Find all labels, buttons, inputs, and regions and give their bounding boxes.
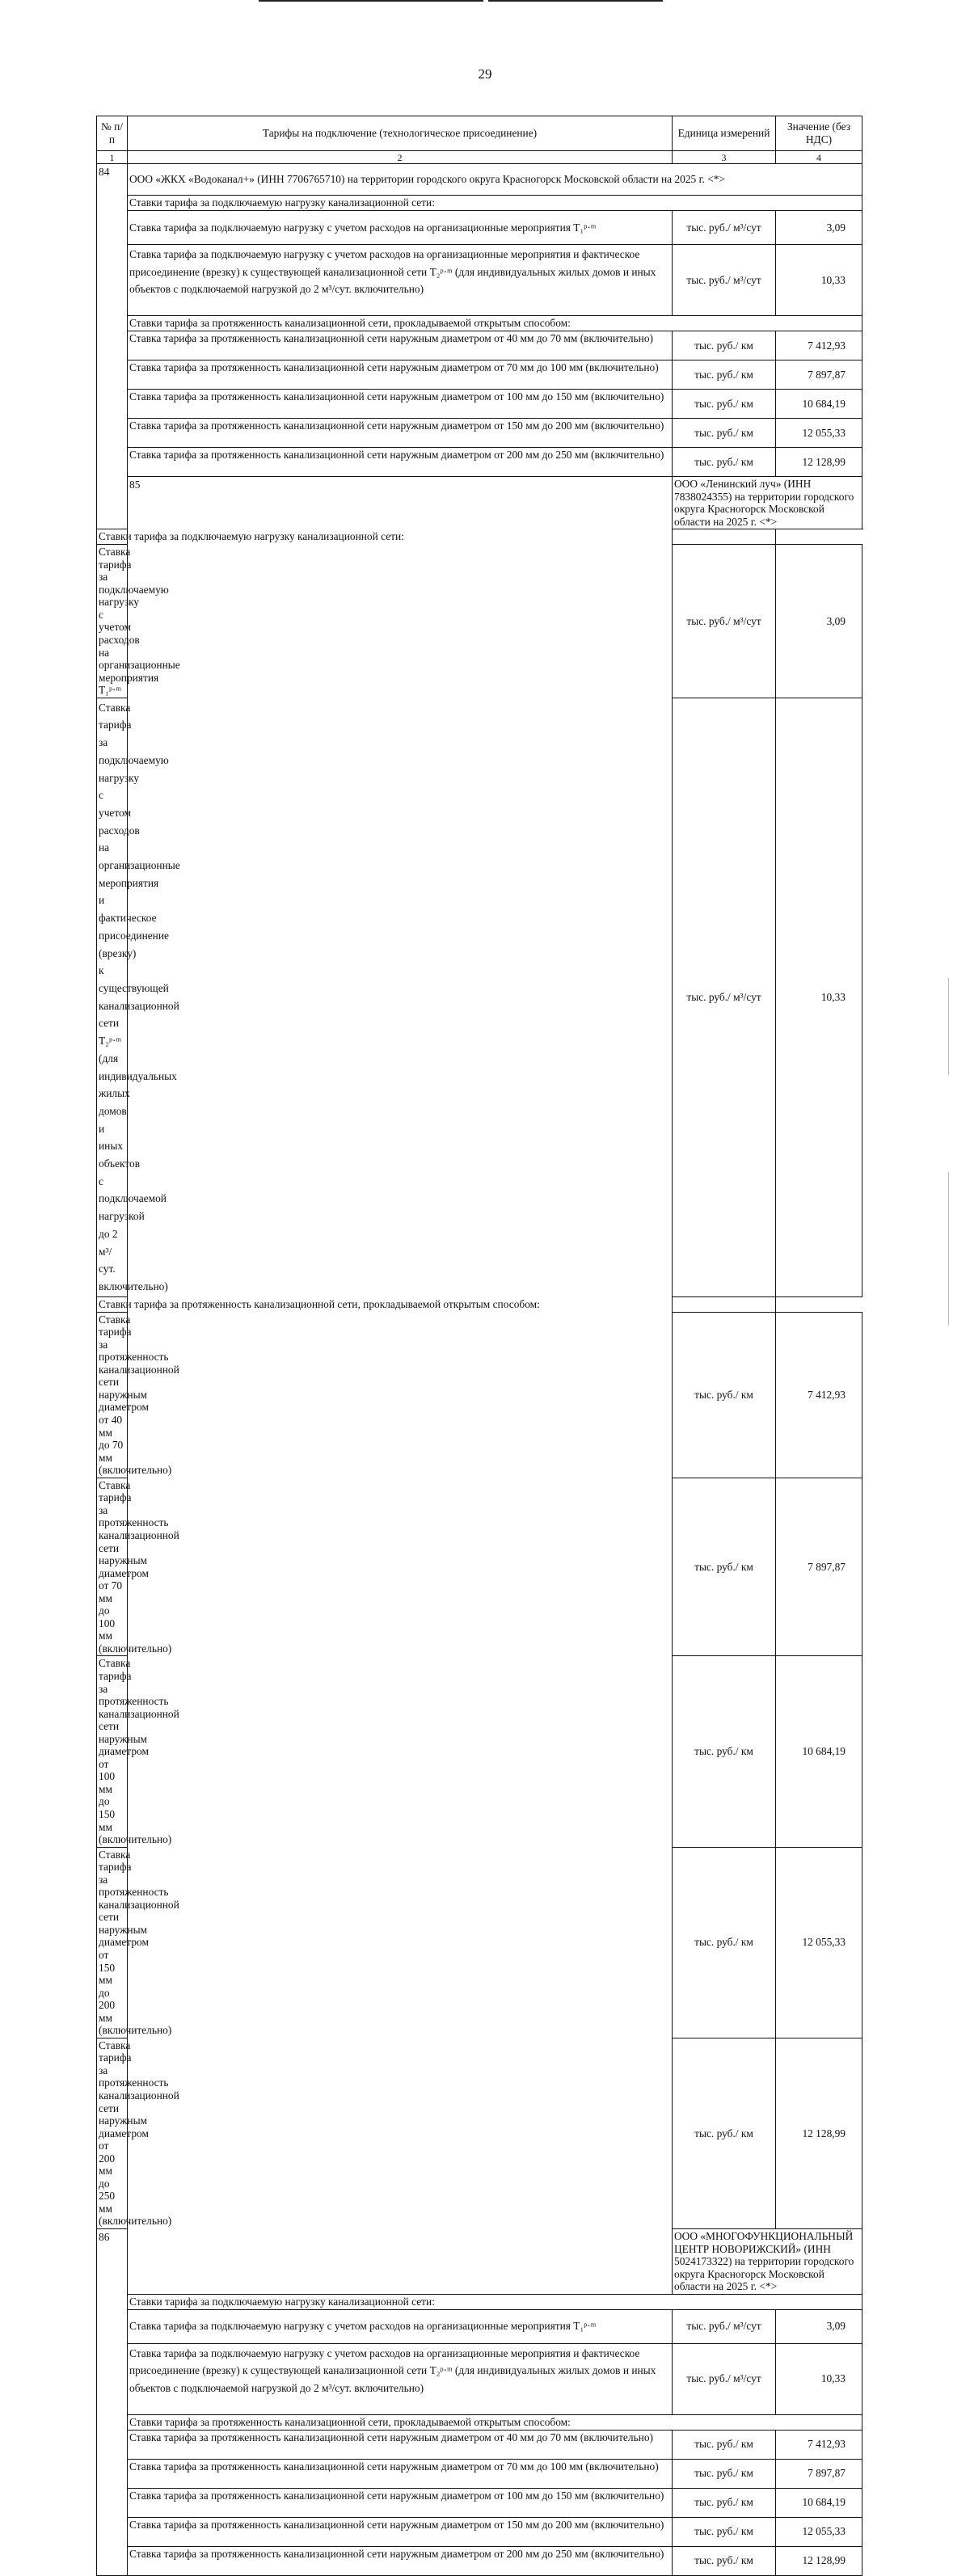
pipe-rate-description: Ставка тарифа за протяженность канализационной сети наружным диаметром от 40 мм до 70 мм (включительно) [97, 1312, 128, 1478]
pipe-rate-unit: тыс. руб./ км [673, 1312, 776, 1478]
rate-value: 10,33 [776, 698, 862, 1296]
pipe-rate-row [97, 2546, 862, 2575]
rate-description-text: Ставка тарифа за подключаемую нагрузку с учетом расходов на организационные мероприятия и фактическое присоединение (врезку) к существующей канализационной сети T₂ᵖ·ᵐ (для индивидуальных жилых домов и иных объектов с подключаемой нагрузкой до 2 м³/сут. включительно) [129, 248, 656, 296]
pipe-rate-row [97, 2488, 862, 2517]
section-row [97, 529, 862, 545]
column-index-2: 2 [128, 151, 673, 164]
rate-description [97, 698, 180, 1296]
length-section-title: Ставки тарифа за протяженность канализационной сети, прокладываемой открытым способом: [97, 1296, 776, 1312]
pipe-rate-row [97, 331, 862, 360]
organization-row [97, 164, 862, 196]
pipe-rate-description: Ставка тарифа за протяженность канализационной сети наружным диаметром от 40 мм до 70 мм (включительно) [128, 2430, 673, 2459]
pipe-rate-value: 12 055,33 [776, 419, 862, 448]
rate-unit: тыс. руб./ м³/сут [673, 245, 776, 316]
section-row [97, 1296, 862, 1312]
pipe-rate-row [97, 419, 862, 448]
pipe-rate-unit: тыс. руб./ км [673, 331, 776, 360]
rate-value: 3,09 [776, 545, 862, 698]
organization-title: ООО «Ленинский луч» (ИНН 7838024355) на территории городского округа Красногорск Московской области на 2025 г. <*> [673, 477, 862, 529]
pipe-rate-unit: тыс. руб./ км [673, 1656, 776, 1847]
pipe-rate-unit: тыс. руб./ км [673, 1847, 776, 2038]
rate-description [128, 2343, 673, 2414]
organization-title: ООО «МНОГОФУНКЦИОНАЛЬНЫЙ ЦЕНТР НОВОРИЖСКИЙ» (ИНН 5024173322) на территории городского округа Красногорск Московской области на 2025 г. <*> [673, 2229, 862, 2295]
scan-top-line-left [259, 0, 483, 2]
pipe-rate-unit: тыс. руб./ км [673, 2038, 776, 2228]
pipe-rate-description: Ставка тарифа за протяженность канализационной сети наружным диаметром от 40 мм до 70 мм (включительно) [128, 331, 673, 360]
column-index-1: 1 [97, 151, 128, 164]
pipe-rate-row [97, 448, 862, 477]
pipe-rate-value: 7 897,87 [776, 2459, 862, 2488]
scan-top-line-right [488, 0, 663, 2]
pipe-rate-description: Ставка тарифа за протяженность канализационной сети наружным диаметром от 200 мм до 250 мм (включительно) [128, 448, 673, 477]
pipe-rate-value: 12 055,33 [776, 2517, 862, 2546]
rate-unit: тыс. руб./ м³/сут [673, 211, 776, 245]
rate-row [97, 211, 862, 245]
rate-unit: тыс. руб./ м³/сут [673, 2343, 776, 2414]
organization-row [97, 477, 862, 529]
pipe-rate-unit: тыс. руб./ км [673, 419, 776, 448]
header-tariffs: Тарифы на подключение (технологическое присоединение) [128, 116, 673, 151]
column-index-row [97, 151, 862, 164]
pipe-rate-unit: тыс. руб./ км [673, 1478, 776, 1656]
pipe-rate-description: Ставка тарифа за протяженность канализационной сети наружным диаметром от 200 мм до 250 мм (включительно) [128, 2546, 673, 2575]
rate-description [128, 245, 673, 316]
rate-unit: тыс. руб./ м³/сут [673, 2309, 776, 2343]
scan-mark [948, 978, 949, 1075]
pipe-rate-description: Ставка тарифа за протяженность канализационной сети наружным диаметром от 200 мм до 250 мм (включительно) [97, 2038, 128, 2228]
rate-unit: тыс. руб./ м³/сут [673, 698, 776, 1296]
organization-title: ООО «ЖКХ «Водоканал+» (ИНН 7706765710) на территории городского округа Красногорск Московской области на 2025 г. <*> [128, 164, 862, 196]
rate-row [97, 2309, 862, 2343]
rate-description: Ставка тарифа за подключаемую нагрузку с учетом расходов на организационные мероприятия T₁ᵖ·ᵐ [97, 545, 128, 698]
rate-row [97, 245, 862, 316]
pipe-rate-unit: тыс. руб./ км [673, 448, 776, 477]
organization-number: 85 [128, 477, 673, 2295]
section-row [97, 196, 862, 211]
tariff-table-body [97, 116, 862, 2576]
section-row [97, 316, 862, 331]
pipe-rate-description: Ставка тарифа за протяженность канализационной сети наружным диаметром от 150 мм до 200 мм (включительно) [97, 1847, 128, 2038]
pipe-rate-unit: тыс. руб./ км [673, 360, 776, 390]
pipe-rate-value: 10 684,19 [776, 2488, 862, 2517]
pipe-rate-description: Ставка тарифа за протяженность канализационной сети наружным диаметром от 70 мм до 100 мм (включительно) [128, 360, 673, 390]
pipe-rate-description: Ставка тарифа за протяженность канализационной сети наружным диаметром от 70 мм до 100 мм (включительно) [128, 2459, 673, 2488]
header-row [97, 116, 862, 151]
organization-number: 86 [97, 2229, 128, 2576]
rate-description: Ставка тарифа за подключаемую нагрузку с учетом расходов на организационные мероприятия T₁ᵖ·ᵐ [128, 211, 673, 245]
header-unit: Единица измерений [673, 116, 776, 151]
pipe-rate-description: Ставка тарифа за протяженность канализационной сети наружным диаметром от 150 мм до 200 мм (включительно) [128, 419, 673, 448]
load-section-title: Ставки тарифа за подключаемую нагрузку канализационной сети: [128, 196, 862, 211]
pipe-rate-value: 12 128,99 [776, 2038, 862, 2228]
pipe-rate-description: Ставка тарифа за протяженность канализационной сети наружным диаметром от 150 мм до 200 мм (включительно) [128, 2517, 673, 2546]
pipe-rate-value: 10 684,19 [776, 1656, 862, 1847]
pipe-rate-value: 7 412,93 [776, 1312, 862, 1478]
pipe-rate-value: 7 412,93 [776, 331, 862, 360]
tariff-table [96, 116, 862, 2576]
header-value: Значение (без НДС) [776, 116, 862, 151]
pipe-rate-unit: тыс. руб./ км [673, 390, 776, 419]
length-section-title: Ставки тарифа за протяженность канализационной сети, прокладываемой открытым способом: [128, 316, 862, 331]
rate-description-text: Ставка тарифа за подключаемую нагрузку с учетом расходов на организационные мероприятия и фактическое присоединение (врезку) к существующей канализационной сети T₂ᵖ·ᵐ (для индивидуальных жилых домов и иных объектов с подключаемой нагрузкой до 2 м³/сут. включительно) [99, 701, 180, 1292]
pipe-rate-value: 12 055,33 [776, 1847, 862, 2038]
pipe-rate-value: 7 897,87 [776, 360, 862, 390]
pipe-rate-description: Ставка тарифа за протяженность канализационной сети наружным диаметром от 100 мм до 150 мм (включительно) [128, 390, 673, 419]
pipe-rate-description: Ставка тарифа за протяженность канализационной сети наружным диаметром от 100 мм до 150 мм (включительно) [97, 1656, 128, 1847]
load-section-title: Ставки тарифа за подключаемую нагрузку канализационной сети: [97, 529, 776, 545]
page-number: 29 [478, 66, 492, 82]
pipe-rate-row [97, 2430, 862, 2459]
rate-value: 10,33 [776, 2343, 862, 2414]
header-num: № п/п [97, 116, 128, 151]
pipe-rate-value: 10 684,19 [776, 390, 862, 419]
pipe-rate-unit: тыс. руб./ км [673, 2459, 776, 2488]
load-section-title: Ставки тарифа за подключаемую нагрузку канализационной сети: [128, 2294, 862, 2309]
pipe-rate-value: 7 412,93 [776, 2430, 862, 2459]
rate-value: 3,09 [776, 2309, 862, 2343]
pipe-rate-value: 12 128,99 [776, 448, 862, 477]
pipe-rate-unit: тыс. руб./ км [673, 2488, 776, 2517]
pipe-rate-value: 12 128,99 [776, 2546, 862, 2575]
pipe-rate-row [97, 2517, 862, 2546]
pipe-rate-row [97, 390, 862, 419]
pipe-rate-unit: тыс. руб./ км [673, 2546, 776, 2575]
pipe-rate-row [97, 2459, 862, 2488]
rate-unit: тыс. руб./ м³/сут [673, 545, 776, 698]
rate-description-text: Ставка тарифа за подключаемую нагрузку с учетом расходов на организационные мероприятия и фактическое присоединение (врезку) к существующей канализационной сети T₂ᵖ·ᵐ (для индивидуальных жилых домов и иных объектов с подключаемой нагрузкой до 2 м³/сут. включительно) [129, 2346, 656, 2395]
pipe-rate-unit: тыс. руб./ км [673, 2430, 776, 2459]
rate-value: 10,33 [776, 245, 862, 316]
pipe-rate-row [97, 360, 862, 390]
organization-number: 84 [97, 164, 128, 529]
rate-row [97, 2343, 862, 2414]
section-row [97, 2294, 862, 2309]
pipe-rate-value: 7 897,87 [776, 1478, 862, 1656]
length-section-title: Ставки тарифа за протяженность канализационной сети, прокладываемой открытым способом: [128, 2414, 862, 2430]
rate-description: Ставка тарифа за подключаемую нагрузку с учетом расходов на организационные мероприятия T₁ᵖ·ᵐ [128, 2309, 673, 2343]
pipe-rate-description: Ставка тарифа за протяженность канализационной сети наружным диаметром от 100 мм до 150 мм (включительно) [128, 2488, 673, 2517]
pipe-rate-unit: тыс. руб./ км [673, 2517, 776, 2546]
section-row [97, 2414, 862, 2430]
column-index-3: 3 [673, 151, 776, 164]
pipe-rate-description: Ставка тарифа за протяженность канализационной сети наружным диаметром от 70 мм до 100 мм (включительно) [97, 1478, 128, 1656]
rate-value: 3,09 [776, 211, 862, 245]
scan-mark [948, 1172, 949, 1326]
column-index-4: 4 [776, 151, 862, 164]
